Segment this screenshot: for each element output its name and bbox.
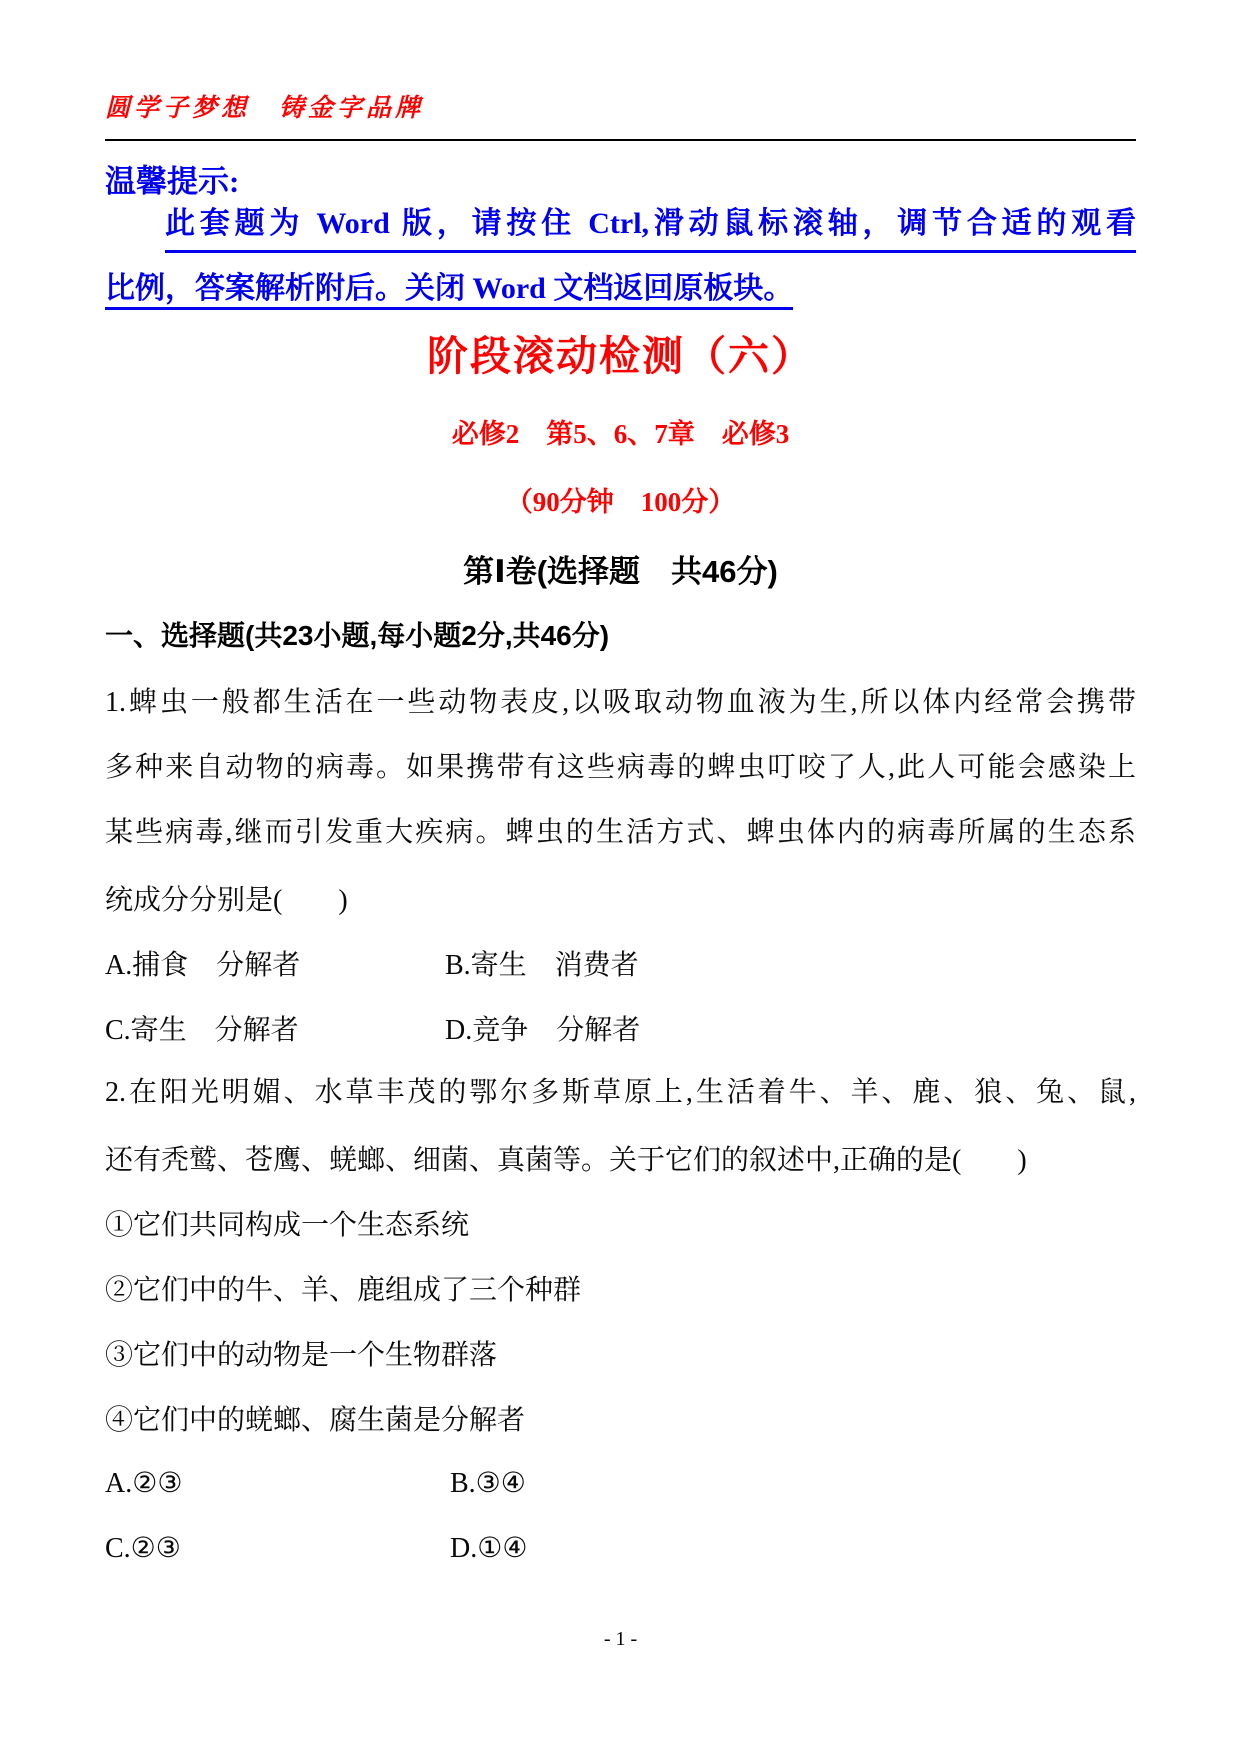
option-d: D.竞争 分解者: [445, 1014, 641, 1046]
option-a: A.②③: [105, 1467, 183, 1499]
question-2-line: 2.在阳光明媚、水草丰茂的鄂尔多斯草原上,生活着牛、羊、鹿、狼、兔、鼠,: [105, 1077, 1136, 1108]
question-2-options-row: [105, 1515, 1136, 1580]
notice-title: 温馨提示:: [105, 164, 240, 199]
exam-scope: 必修2 第5、6、7章 必修3: [451, 419, 790, 449]
option-a: A.捕食 分解者: [105, 949, 301, 981]
question-1-options-row: [105, 930, 1136, 995]
brand-slogan: 圆学子梦想 铸金字品牌: [105, 95, 425, 122]
page-number: - 1 -: [603, 1628, 638, 1650]
notice-line-2: [105, 263, 1136, 315]
question-2-options-row: [105, 1450, 1136, 1515]
option-c: C.②③: [105, 1532, 181, 1564]
exam-duration: （90分钟 100分）: [505, 487, 736, 517]
exam-title: 阶段滚动检测（六）: [427, 333, 814, 379]
question-1-options-row: [105, 995, 1136, 1060]
question-2-item: ②它们中的牛、羊、鹿组成了三个种群: [105, 1274, 582, 1306]
notice-line-2-text: 比例，答案解析附后。关闭 Word 文档返回原板块。: [105, 272, 793, 310]
option-c: C.寄生 分解者: [105, 1014, 299, 1046]
question-1-line: 某些病毒,继而引发重大疾病。蜱虫的生活方式、蜱虫体内的病毒所属的生态系: [105, 817, 1136, 848]
notice-line-1: 此套题为 Word 版，请按住 Ctrl,滑动鼠标滚轴，调节合适的观看: [165, 198, 1136, 253]
section1-header: 一、选择题(共23小题,每小题2分,共46分): [105, 620, 610, 651]
question-2-item: ④它们中的蜣螂、腐生菌是分解者: [105, 1404, 526, 1436]
question-2-item: ①它们共同构成一个生态系统: [105, 1209, 470, 1241]
question-1-line: 多种来自动物的病毒。如果携带有这些病毒的蜱虫叮咬了人,此人可能会感染上: [105, 752, 1136, 783]
header-rule: [105, 139, 1136, 141]
option-d: D.①④: [450, 1532, 528, 1564]
question-1-line: 统成分分别是( ): [105, 884, 348, 916]
option-b: B.寄生 消费者: [445, 949, 639, 981]
question-2-line: 还有秃鹫、苍鹰、蜣螂、细菌、真菌等。关于它们的叙述中,正确的是( ): [105, 1144, 1027, 1176]
question-2-item: ③它们中的动物是一个生物群落: [105, 1339, 498, 1371]
option-b: B.③④: [450, 1467, 526, 1499]
question-body: [105, 670, 1136, 1580]
part1-header: 第Ⅰ卷(选择题 共46分): [463, 554, 778, 589]
question-1-line: 1.蜱虫一般都生活在一些动物表皮,以吸取动物血液为生,所以体内经常会携带: [105, 687, 1136, 718]
